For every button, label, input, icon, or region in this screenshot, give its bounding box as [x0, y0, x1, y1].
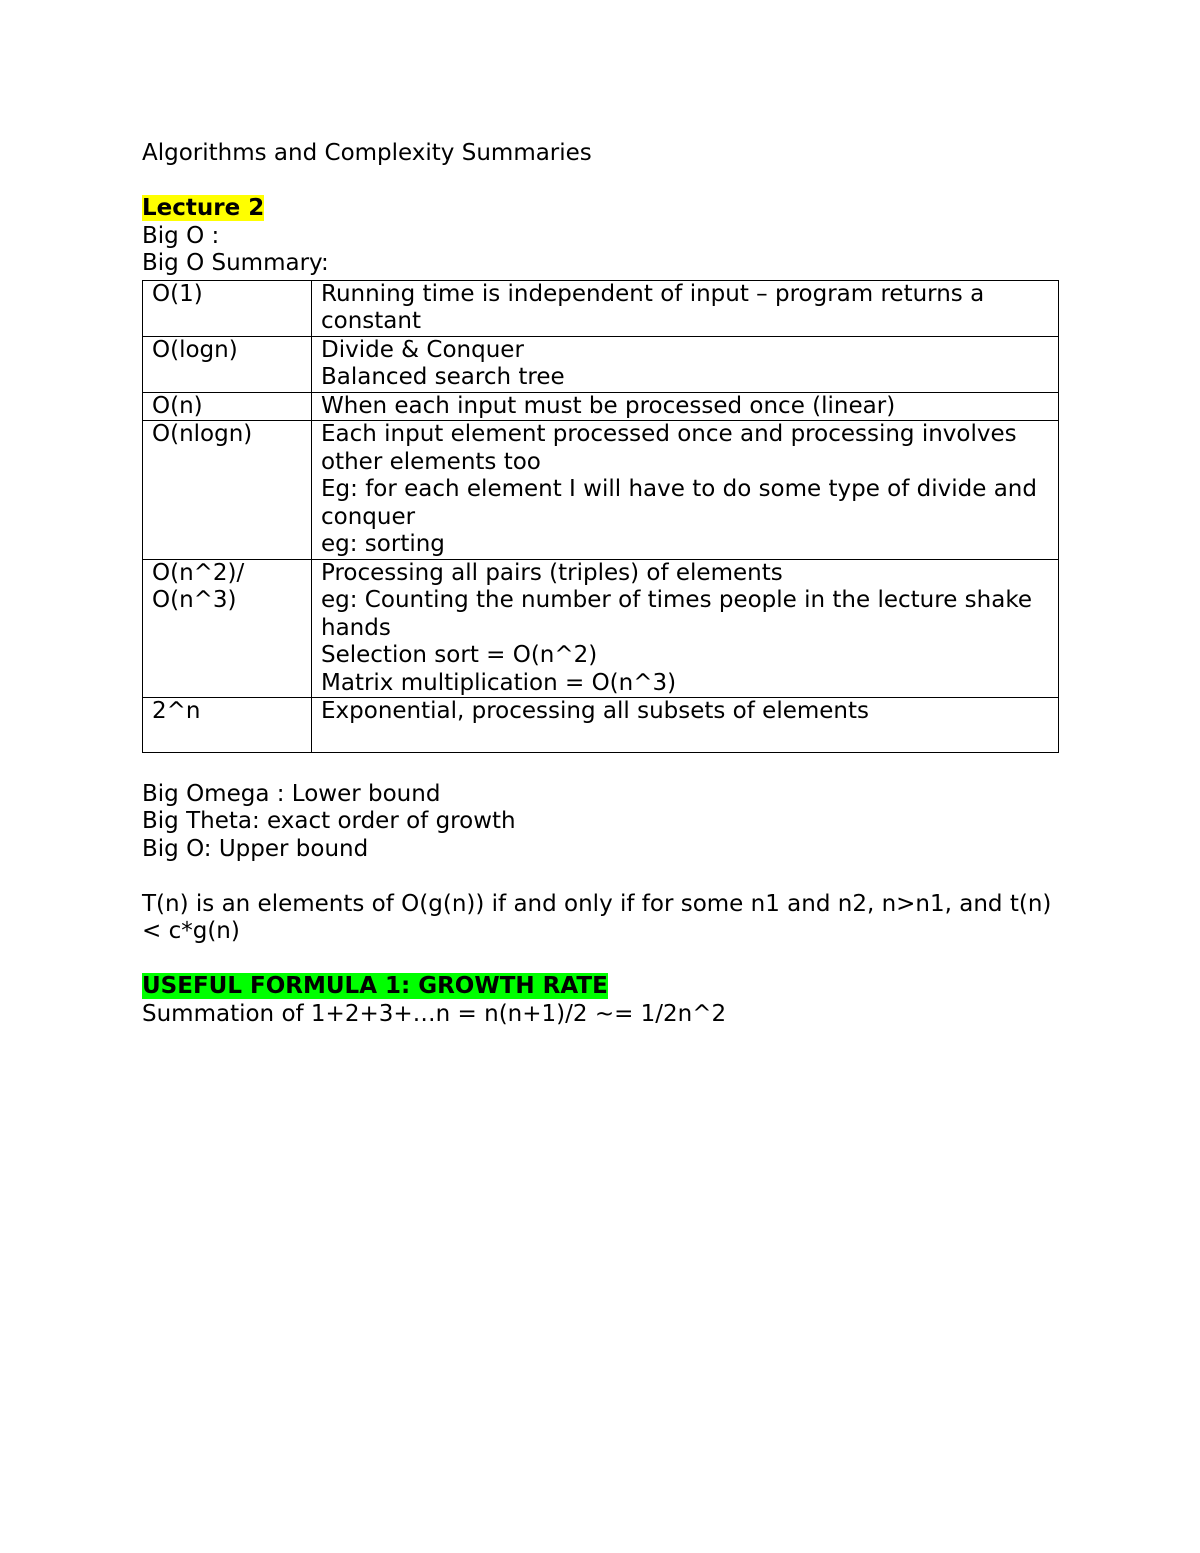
description-text: Balanced search tree	[321, 364, 565, 390]
complexity-cell	[143, 392, 312, 421]
description-text: Running time is independent of input – program returns a constant	[321, 280, 985, 334]
complexity-text: O(n)	[152, 392, 203, 419]
complexity-text: O(n^2)/	[152, 559, 245, 586]
description-text: Selection sort = O(n^2)	[321, 642, 598, 668]
complexity-text: O(nlogn)	[152, 421, 253, 447]
bigo-label: Big O :	[142, 222, 220, 249]
description-cell	[312, 336, 1059, 392]
document-page	[142, 140, 1062, 1028]
complexity-cell	[143, 559, 312, 698]
bigo-summary-table	[142, 280, 1059, 754]
table-row	[143, 392, 1059, 421]
bound-theta: Big Theta: exact order of growth	[142, 808, 516, 834]
bigo-summary-label: Big O Summary:	[142, 250, 329, 276]
complexity-text: O(n^3)	[152, 587, 237, 613]
complexity-cell	[143, 336, 312, 392]
spacer	[142, 168, 1062, 196]
table-row	[143, 698, 1059, 753]
formula-heading-highlight: USEFUL FORMULA 1: GROWTH RATE	[142, 973, 608, 999]
description-text: Matrix multiplication = O(n^3)	[321, 669, 677, 696]
formula-heading	[142, 973, 1062, 1001]
description-text: When each input must be processed once (linear)	[321, 392, 896, 419]
table-row	[143, 559, 1059, 698]
formula-text: Summation of 1+2+3+…n = n(n+1)/2 ~= 1/2n^2	[142, 1000, 727, 1027]
description-text: Exponential, processing all subsets of elements	[321, 698, 869, 724]
complexity-text: O(1)	[152, 280, 203, 307]
bound-omega: Big Omega : Lower bound	[142, 780, 441, 807]
description-cell	[312, 421, 1059, 560]
description-cell	[312, 280, 1059, 336]
description-text: Eg: for each element I will have to do some type of divide and conquer	[321, 476, 1037, 530]
description-cell	[312, 559, 1059, 698]
description-cell	[312, 698, 1059, 753]
description-text: eg: Counting the number of times people in the lecture shake hands	[321, 587, 1032, 641]
table-row	[143, 280, 1059, 336]
document-title: Algorithms and Complexity Summaries	[142, 140, 592, 166]
spacer	[142, 753, 1062, 781]
complexity-cell	[143, 698, 312, 753]
lecture-heading	[142, 195, 1062, 223]
spacer	[142, 946, 1062, 974]
description-text: Processing all pairs (triples) of elements	[321, 559, 783, 586]
bound-o: Big O: Upper bound	[142, 835, 369, 862]
complexity-cell	[143, 421, 312, 560]
lecture-heading-highlight: Lecture 2	[142, 195, 265, 221]
description-text: Each input element processed once and processing involves other elements too	[321, 421, 1017, 475]
bigo-definition: T(n) is an elements of O(g(n)) if and only if for some n1 and n2, n>n1, and t(n) < c*g(n)	[142, 890, 1059, 944]
table-row	[143, 336, 1059, 392]
complexity-text: 2^n	[152, 698, 201, 724]
spacer	[142, 863, 1062, 891]
description-cell	[312, 392, 1059, 421]
complexity-text: O(logn)	[152, 336, 238, 363]
description-text: Divide & Conquer	[321, 336, 524, 363]
description-text: eg: sorting	[321, 531, 445, 557]
complexity-cell	[143, 280, 312, 336]
table-row	[143, 421, 1059, 560]
